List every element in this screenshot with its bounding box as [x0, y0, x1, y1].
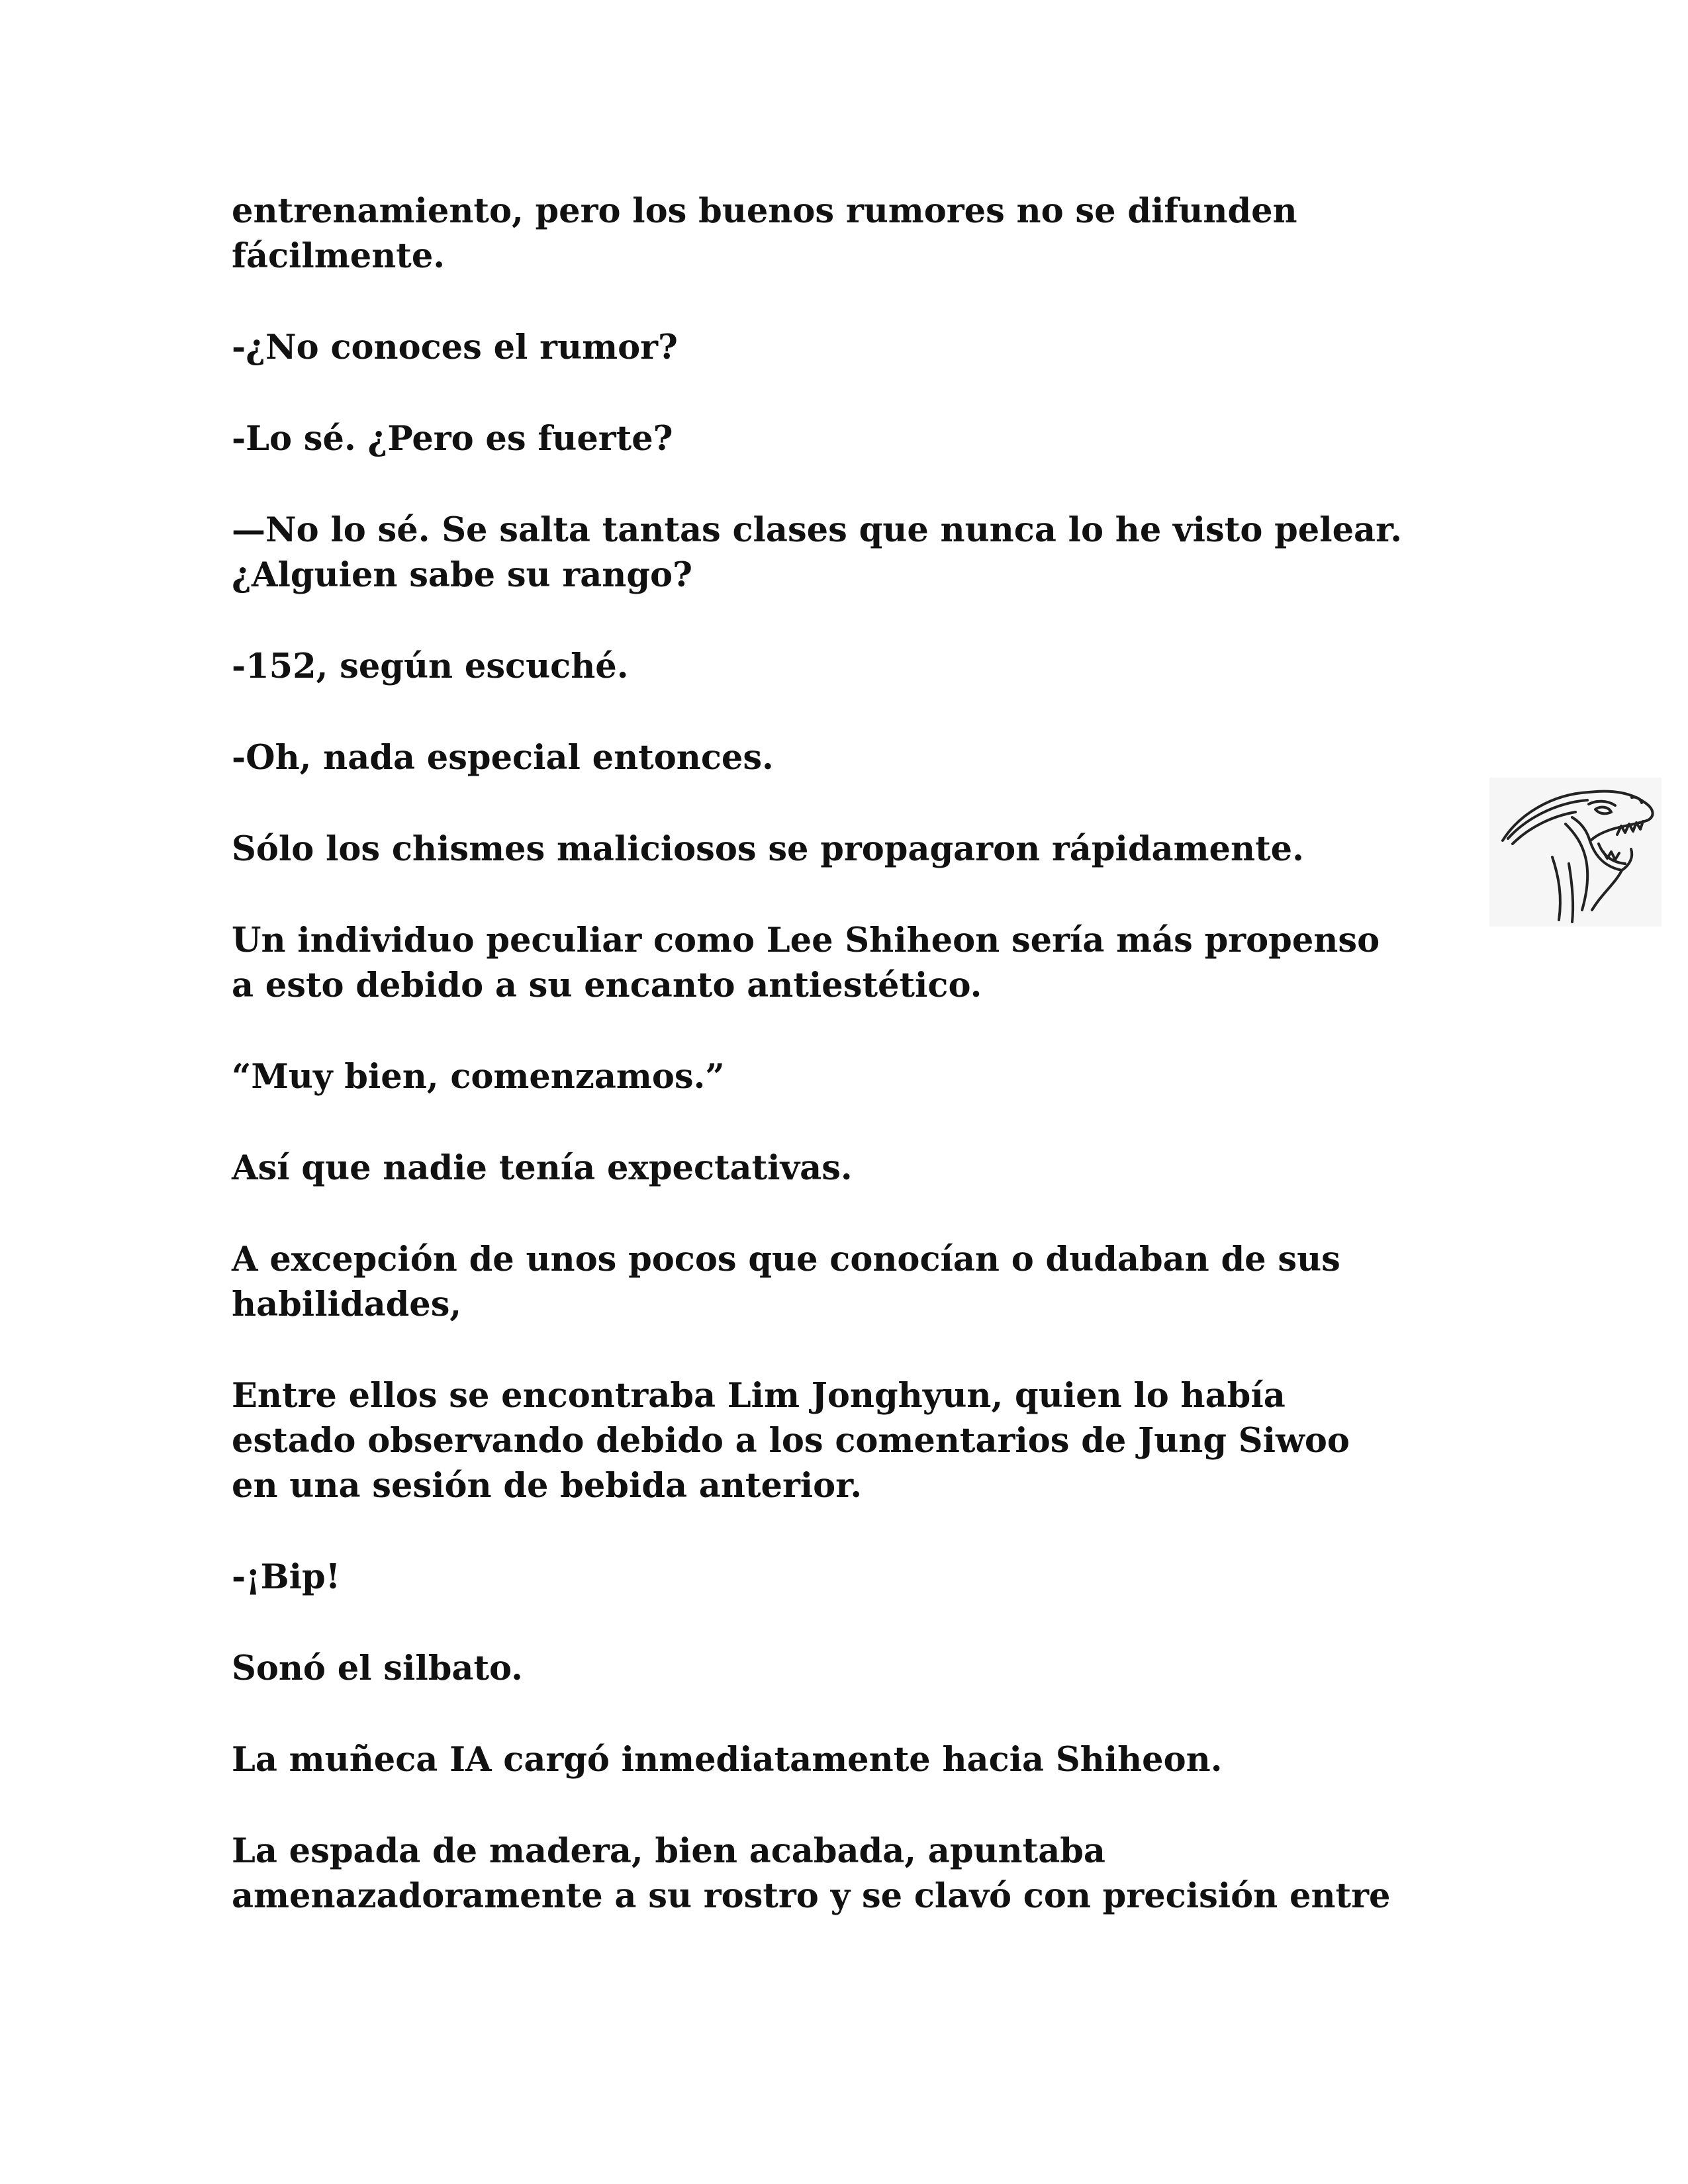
paragraph: “Muy bien, comenzamos.” — [232, 1057, 725, 1097]
paragraph: -¡Bip! — [232, 1557, 341, 1597]
dinosaur-head-sketch-icon — [1489, 778, 1662, 927]
paragraph: Así que nadie tenía expectativas. — [232, 1148, 853, 1188]
paragraph: Entre ellos se encontraba Lim Jonghyun, quien lo había estado observando debido a los comentarios de Jung Siwoo en una sesión de bebida anterior. — [232, 1376, 1350, 1506]
paragraph: -Oh, nada especial entonces. — [232, 738, 774, 778]
paragraph: Sólo los chismes maliciosos se propagaron rápidamente. — [232, 829, 1304, 869]
paragraph: entrenamiento, pero los buenos rumores no se difunden fácilmente. — [232, 191, 1297, 276]
paragraph: A excepción de unos pocos que conocían o dudaban de sus habilidades, — [232, 1240, 1340, 1324]
paragraph: La espada de madera, bien acabada, apuntaba amenazadoramente a su rostro y se clavó con precisión entre — [232, 1831, 1391, 1916]
paragraph: Sonó el silbato. — [232, 1649, 523, 1688]
paragraph: Un individuo peculiar como Lee Shiheon sería más propenso a esto debido a su encanto antiestético. — [232, 921, 1380, 1005]
paragraph: -¿No conoces el rumor? — [232, 328, 678, 367]
paragraph: -Lo sé. ¿Pero es fuerte? — [232, 419, 673, 459]
paragraph: La muñeca IA cargó inmediatamente hacia Shiheon. — [232, 1740, 1223, 1780]
body-text — [232, 189, 1489, 1919]
paragraph: —No lo sé. Se salta tantas clases que nunca lo he visto pelear. ¿Alguien sabe su rango? — [232, 510, 1403, 595]
paragraph: -152, según escuché. — [232, 647, 629, 686]
